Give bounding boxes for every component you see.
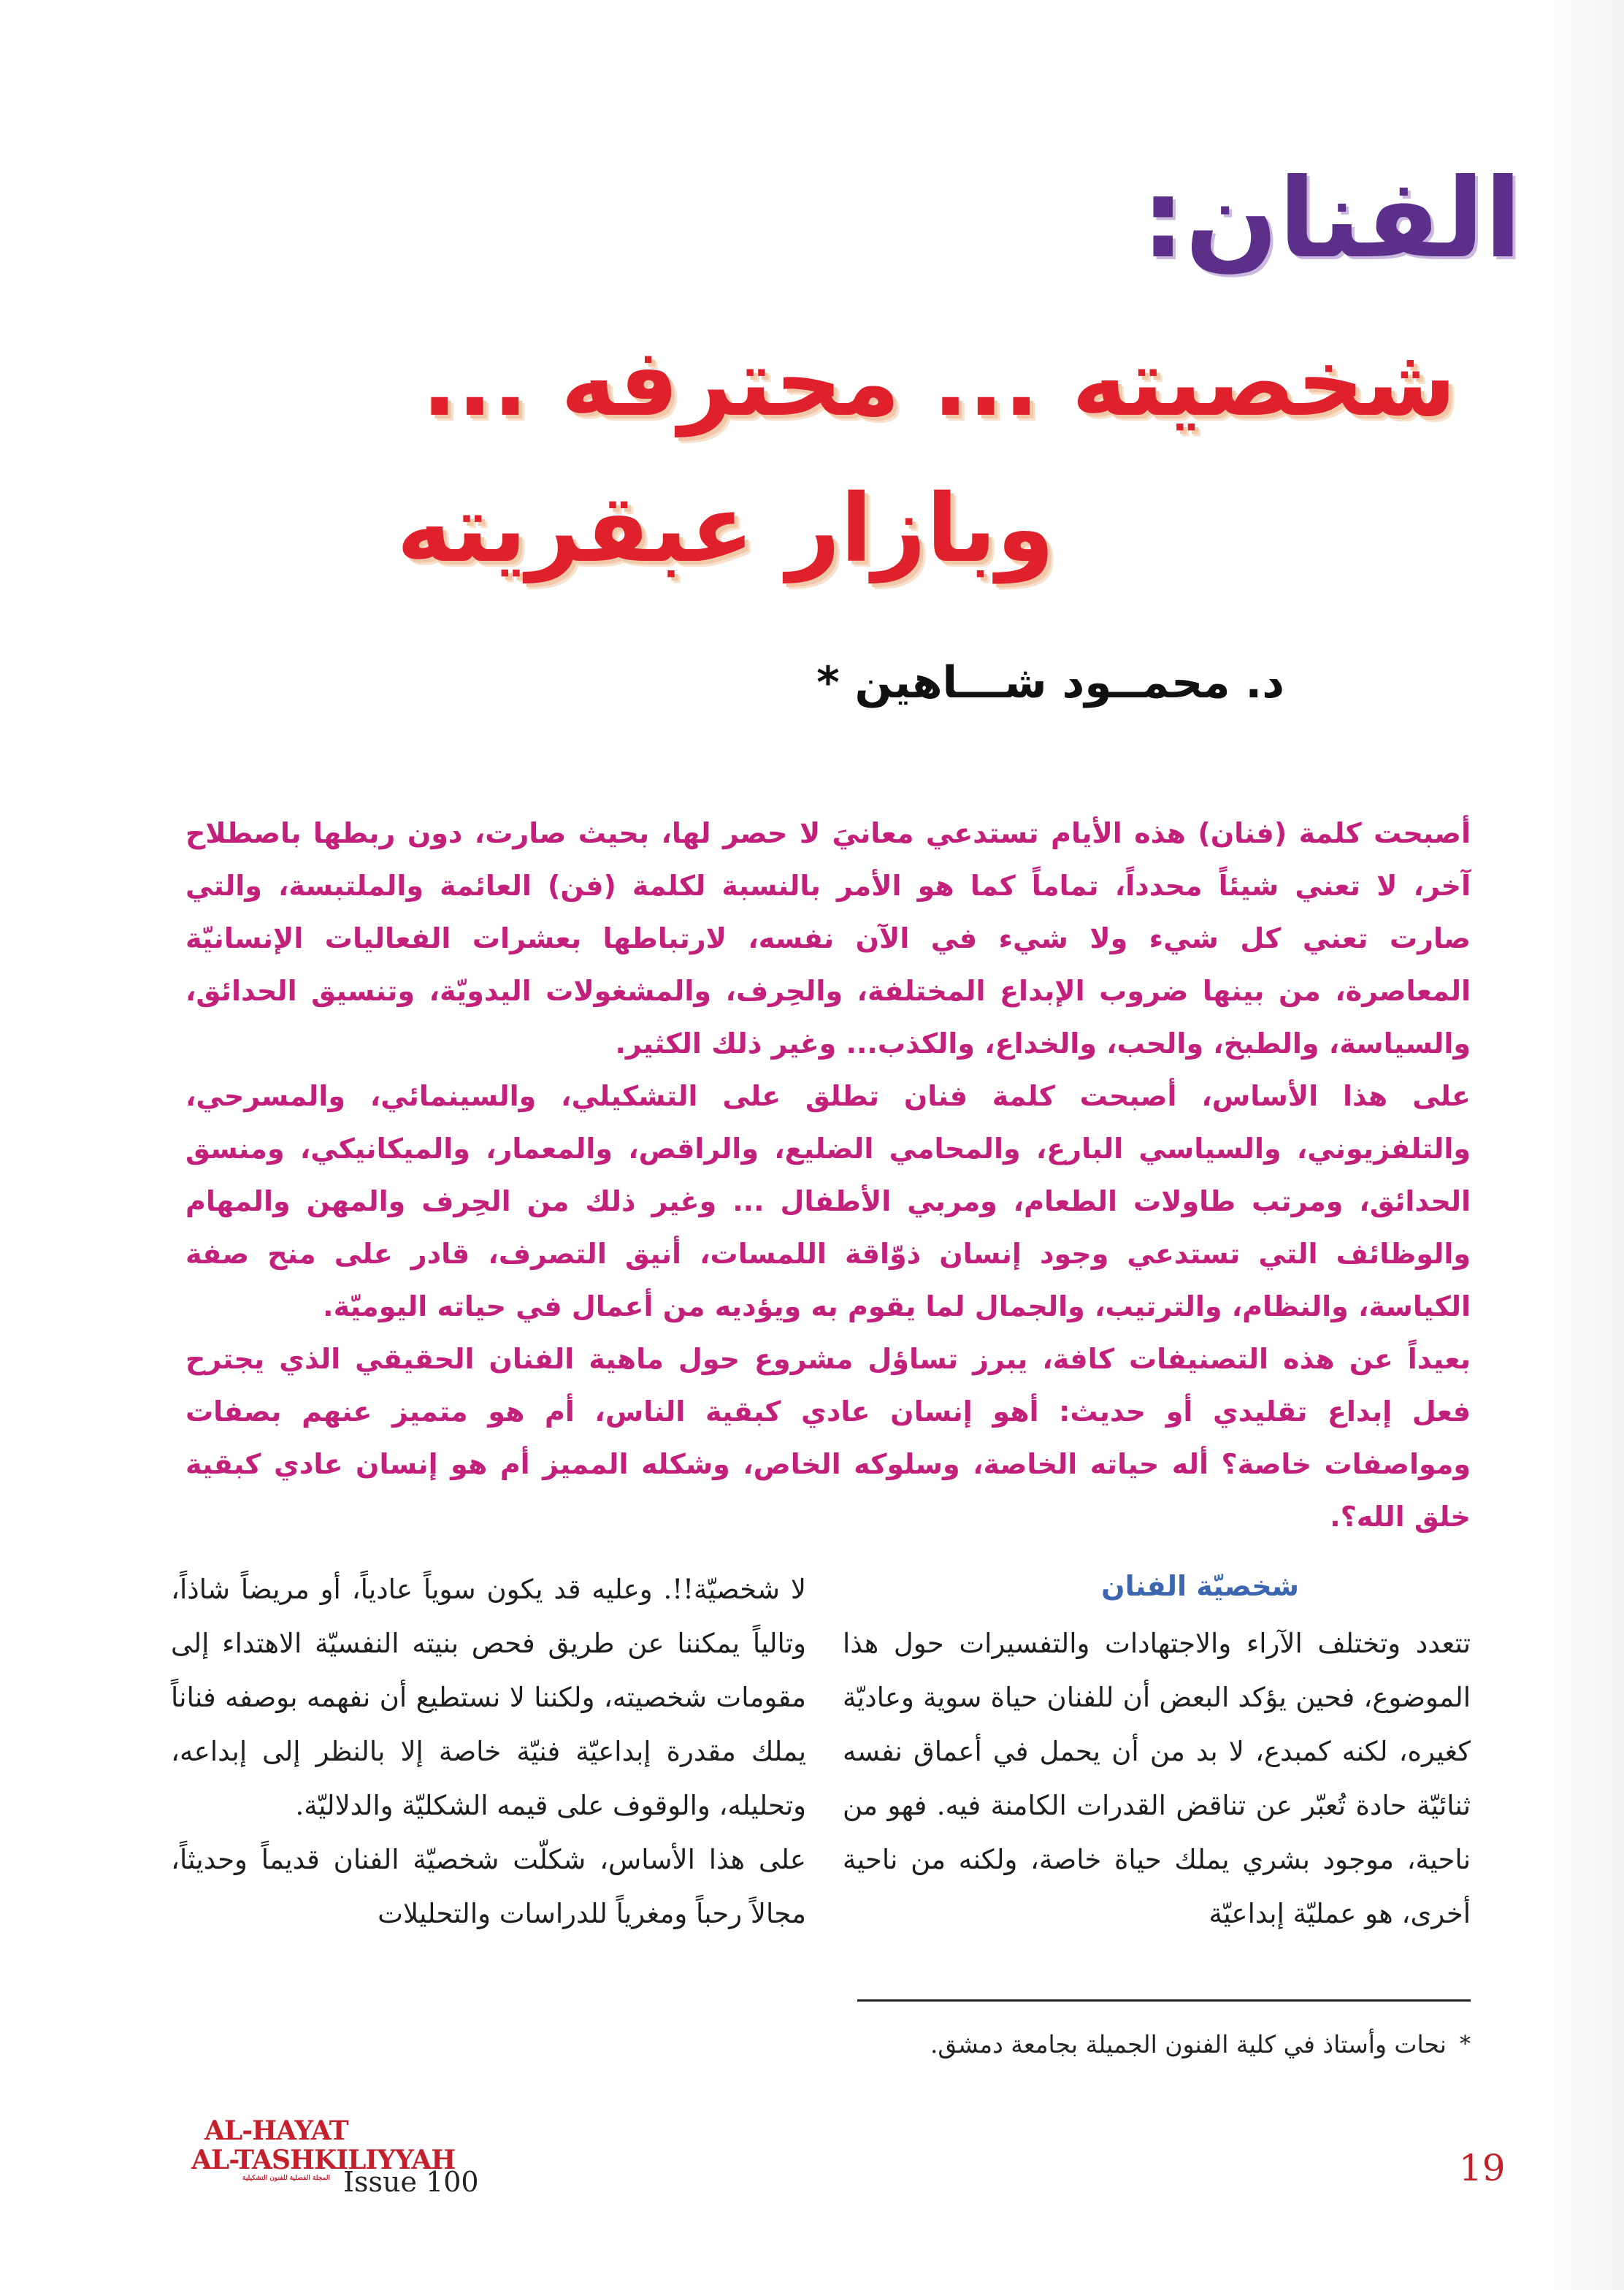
author-name: د. محمــود شـــاهين * — [816, 657, 1284, 708]
article-title: الفنان: — [1141, 156, 1522, 283]
footnote — [843, 2023, 1471, 2067]
intro-block — [185, 807, 1471, 1543]
body-column-right — [843, 1563, 1471, 1941]
article-subtitle-line2: وبازار عبقريته — [397, 475, 1054, 583]
page-edge-shadow — [1536, 0, 1624, 2290]
body-column-left — [171, 1563, 806, 1941]
footnote-divider — [857, 1999, 1471, 2002]
issue-label: Issue 100 — [343, 2166, 479, 2198]
footnote-text: نحات وأستاذ في كلية الفنون الجميلة بجامعة دمشق. — [930, 2030, 1447, 2059]
article-subtitle-line1: شخصيته ... محترفه ... — [421, 329, 1456, 437]
intro-paragraph-3: بعيداً عن هذه التصنيفات كافة، يبرز تساؤل مشروع حول ماهية الفنان الحقيقي الذي يجترح فعل إبداع تقليدي أو حديث: أهو إنسان عادي كبقية الناس، أم هو متميز عنهم بصفات ومواصفات خاصة؟ أله حياته الخاصة، وسلوكه الخاص، وشكله المميز أم هو إنسان عادي كبقية خلق الله؟. — [185, 1343, 1471, 1533]
page-number: 19 — [1459, 2147, 1506, 2189]
body-left-paragraph-2: على هذا الأساس، شكلّت شخصيّة الفنان قديماً وحديثاً، مجالاً رحباً ومغرياً للدراسات والتحليلات — [171, 1844, 806, 1929]
intro-paragraph-1: أصبحت كلمة (فنان) هذه الأيام تستدعي معانيَ لا حصر لها، بحيث صارت، دون ربطها باصطلاح آخر، لا تعني شيئاً محدداً، تماماً كما هو الأمر بالنسبة لكلمة (فن) العائمة والملتبسة، والتي صارت تعني كل شيء ولا شيء في الآن نفسه، لارتباطها بعشرات الفعاليات الإنسانيّة المعاصرة، من بينها ضروب الإبداع المختلفة، والحِرف، والمشغولات اليدويّة، وتنسيق الحدائق، والسياسة، والطبخ، والحب، والخداع، والكذب... وغير ذلك الكثير. — [185, 817, 1471, 1060]
section-heading: شخصيّة الفنان — [1101, 1570, 1299, 1602]
body-left-paragraph-1: لا شخصيّة!!. وعليه قد يكون سوياً عادياً، أو مريضاً شاذاً، وتالياً يمكننا عن طريق فحص بنيته النفسيّة الاهتداء إلى مقومات شخصيته، ولكننا لا نستطيع أن نفهمه بوصفه فناناً يملك مقدرة إبداعيّة فنيّة خاصة إلا بالنظر إلى إبداعه، وتحليله، والوقوف على قيمه الشكليّة والدلاليّة. — [171, 1574, 806, 1821]
logo-line-2: AL-TASHKILIYYAH — [191, 2145, 456, 2175]
body-right-paragraph: تتعدد وتختلف الآراء والاجتهادات والتفسيرات حول هذا الموضوع، فحين يؤكد البعض أن للفنان حياة سوية وعاديّة كغيره، لكنه كمبدع، لا بد من أن يحمل في أعماق نفسه ثنائيّة حادة تُعبّر عن تناقض القدرات الكامنة فيه. فهو من ناحية، موجود بشري يملك حياة خاصة، ولكنه من ناحية أخرى، هو عمليّة إبداعيّة — [843, 1628, 1471, 1929]
intro-paragraph-2: على هذا الأساس، أصبحت كلمة فنان تطلق على التشكيلي، والسينمائي، والمسرحي، والتلفزيوني، والسياسي البارع، والمحامي الضليع، والراقص، والمعمار، والميكانيكي، ومنسق الحدائق، ومرتب طاولات الطعام، ومربي الأطفال ... وغير ذلك من الحِرف والمهن والمهام والوظائف التي تستدعي وجود إنسان ذوّاقة اللمسات، أنيق التصرف، قادر على منح صفة الكياسة، والنظام، والترتيب، والجمال لما يقوم به ويؤديه من أعمال في حياته اليوميّة. — [185, 1080, 1471, 1322]
logo-tagline: المجلة الفصلية للفنون التشكيلية — [242, 2175, 331, 2182]
logo-line-1: AL-HAYAT — [204, 2115, 348, 2146]
footnote-marker: * — [1460, 2031, 1471, 2057]
